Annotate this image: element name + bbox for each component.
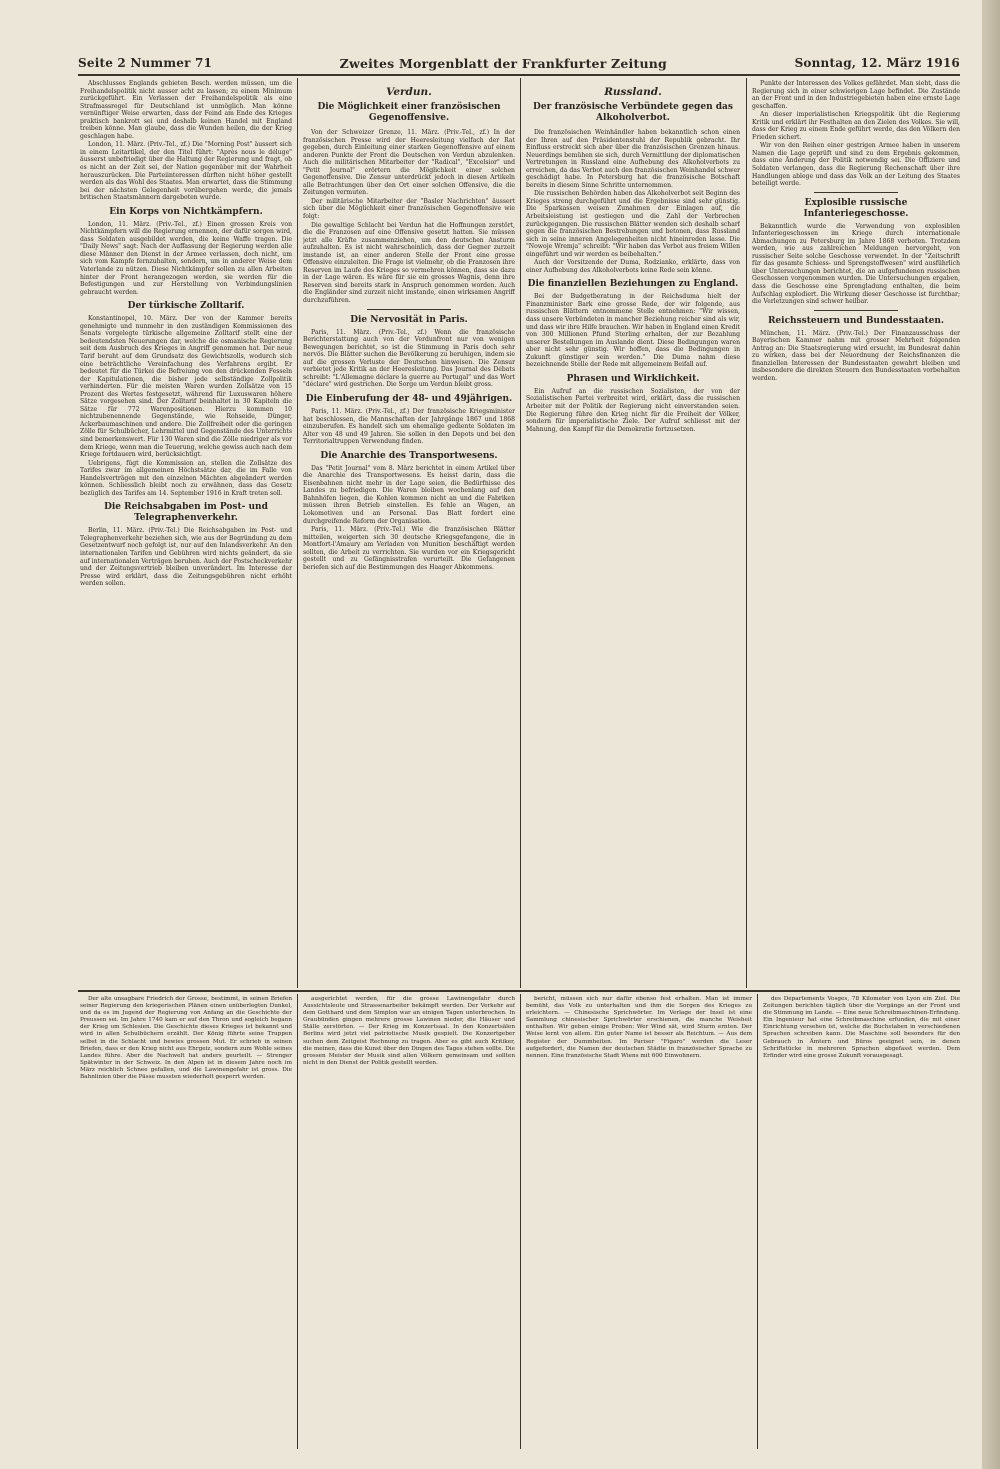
column-rule — [746, 78, 747, 988]
article-text: Ein Aufruf an die russischen Sozialisten, der von der Sozialistischen Partei verbreitet wird, erklärt, dass die russischen Arbeiter mit der Politik der Regierung nicht einverstanden seien. Die Regierung führe den Krieg nicht für die Freiheit der Völker, sondern für imperialistische Ziele. Der Aufruf schliesst mit der Mahnung, den Kampf für die Demokratie fortzusetzen. — [526, 387, 740, 433]
article-text: Die französischen Weinhändler haben bekanntlich schon einen der Ihren auf den Präsidentenstuhl der Republik gebracht. Ihr Einfluss erstreckt sich aber über die französischen Grenzen hinaus. Neuerdings bemühen sie sich, durch Vermittlung der diplomatischen Vertretungen in Russland eine Aufhebung des Alkoholverbots zu erreichen, da das Verbot auch den französischen Weinhandel schwer geschädigt habe. In Petersburg hat die französische Botschaft bereits in diesem Sinne Schritte unternommen. — [526, 129, 740, 189]
article-heading: Die finanziellen Beziehungen zu England. — [527, 279, 739, 290]
article-heading: Die Reichsabgaben im Post- und Telegraphenverkehr. — [104, 502, 268, 524]
divider — [814, 192, 897, 193]
feuilleton-column-1 — [80, 996, 292, 1446]
article-heading: Explosible russische Infanteriegeschosse. — [803, 197, 909, 219]
article-text: An dieser imperialistischen Kriegspolitik übt die Regierung Kritik und erklärt ihr Festhalten an den Zielen des Volkes. Sie will, dass der Krieg zu einem Ende geführt werde, das den Völkern den Frieden sichert. — [752, 111, 960, 141]
masthead-date: Sonntag, 12. März 1916 — [794, 56, 960, 70]
article-text: Wir von den Reihen einer gestrigen Armee haben in unserem Namen die Lage geprüft und sind zu dem Ergebnis gekommen, dass eine Änderung der Politik notwendig sei. Die Offiziere und Soldaten verlangen, dass die Regierung Rechenschaft über ihre Handlungen ablege und dass das Volk an der Leitung des Staates beteiligt werde. — [752, 142, 960, 188]
article-text: Bei der Budgetberatung in der Reichsduma hielt der Finanzminister Bark eine grosse Rede, der wir folgende, aus russischen Blättern entnommene Stelle entnehmen: "Wir wissen, dass unsere Verbündeten in mancher Beziehung reicher sind als wir, und dass wir ihre Hilfe brauchen. Wir haben in England einen Kredit von 300 Millionen Pfund Sterling erhalten, der zur Bezahlung unserer Bestellungen im Auslande dient. Diese Bedingungen waren aber nicht sehr günstig. Wir hoffen, dass die Bedingungen in Zukunft günstiger sein werden." Die Duma nahm diese bezeichnende Stelle der Rede mit allgemeinem Beifall auf. — [526, 293, 740, 369]
column-rule — [297, 78, 298, 988]
column-rule — [520, 78, 521, 988]
feuilleton-rule — [78, 990, 960, 992]
masthead-title: Zweites Morgenblatt der Frankfurter Zeitung — [339, 55, 667, 71]
column-rule — [757, 994, 758, 1449]
section-heading: Russland. — [604, 86, 662, 98]
column-rule — [297, 994, 298, 1449]
article-text: Die gewaltige Schlacht bei Verdun hat die Hoffnungen zerstört, die die Franzosen auf eine Offensive gesetzt hatten. Sie müssen jetzt alle Kräfte zusammenziehen, um den deutschen Ansturm aufzuhalten. Es ist nicht wahrscheinlich, dass der Gegner zurzeit imstande ist, an einer anderen Stelle der Front eine grosse Offensive einzuleiten. Die Frage ist vielmehr, ob die Franzosen ihre Reserven im Laufe des Krieges so vermehren können, dass sie dazu in der Lage wären. Es wäre für sie ein grosses Wagnis, denn ihre Reserven sind bereits stark in Anspruch genommen worden. Auch die Engländer sind zurzeit nicht imstande, einen wirksamen Angriff durchzuführen. — [303, 221, 515, 305]
divider — [814, 310, 897, 311]
article-text: München, 11. März. (Priv.-Tel.) Der Finanzausschuss der Bayerischen Kammer nahm mit grosser Mehrheit folgenden Antrag an: Die Staatsregierung wird ersucht, im Bundesrat dahin zu wirken, dass bei der Neuordnung der Reichsfinanzen die finanziellen Interessen der Bundesstaaten gewahrt bleiben und insbesondere die direkten Steuern den Bundesstaaten vorbehalten werden. — [752, 329, 960, 382]
column-4 — [752, 80, 960, 985]
article-heading: Ein Korps von Nichtkämpfern. — [109, 206, 263, 217]
article-text: Der militärische Mitarbeiter der "Basler Nachrichten" äussert sich über die Möglichkeit einer französischen Gegenoffensive wie folgt: — [303, 197, 515, 221]
article-text: Das "Petit Journal" vom 8. März berichtet in einem Artikel über die Anarchie des Transportwesens. Es heisst darin, dass die Eisenbahnen nicht mehr in der Lage seien, die Bedürfnisse des Landes zu befriedigen. Die Waren bleiben wochenlang auf den Bahnhöfen liegen, die Kohlen kommen nicht an und die Fabriken müssen ihren Betrieb einstellen. Es fehle an Wagen, an Lokomotiven und an Personal. Das Blatt fordert eine durchgreifende Reform der Organisation. — [303, 464, 515, 525]
article-text: Abschlusses Englands gebieten Besch. werden müssen, um die Freihandelspolitik nicht ausser acht zu lassen; zu einem Minimum zurückgeführt. Ein Verlassen der Freihandelspolitik als eine Strafmassregel für Deutschland ist unmöglich. Man könne vernünftiger Weise erwarten, dass der Feind am Ende des Krieges praktisch bankrott sei und deshalb keinen Handel mit England treiben könne. Man glaube, dass die Wunden heilen, die der Krieg geschlagen habe. — [80, 80, 292, 140]
article-heading: Die Nervosität in Paris. — [350, 314, 468, 325]
article-text: Paris, 11. März. (Priv.-Tel., zf.) Der französische Kriegsminister hat beschlossen, die Mannschaften der Jahrgänge 1867 und 1868 einzuberufen. Es handelt sich um ehemalige gediente Soldaten im Alter von 48 und 49 Jahren. Sie sollen in den Depots und bei den Territorialtruppen Verwendung finden. — [303, 407, 515, 446]
masthead-rule — [78, 74, 960, 76]
column-rule — [520, 994, 521, 1449]
column-2 — [303, 80, 515, 985]
feuilleton-text: Der alte unsagbare Friedrich der Grosse, bestimmt, in seinen Briefen seiner Regierung den kriegerischen Plänen einen unüberlegten Dunkel, und da es im Jugend der Regierung von Anfang an die Geschichte der Preussen sei. Im Jahre 1740 kam er auf den Thron und sogleich begann der Krieg um Schlesien. Die Geschichte dieses Krieges ist bekannt und wird in allen Schulbüchern erzählt. Der König führte seine Truppen selbst in die Schlacht und bewies grossen Mut. Er schrieb in seinen Briefen, dass er den Krieg nicht aus Ehrgeiz, sondern zum Wohle seines Landes führe. Aber die Nachwelt hat anders geurteilt. — Strenger Spätwinter in der Schweiz. In den Alpen ist in diesem Jahre noch im März reichlich Schnee gefallen, und die Lawinengefahr ist gross. Die Bahnlinien über die Pässe mussten wiederholt gesperrt werden. — [80, 996, 292, 1081]
article-text: London, 11. März. (Priv.-Tel., zf.) Einen grossen Kreis von Nichtkämpfern will die Regierung ernennen, der dafür sorgen wird, dass Soldaten ausgebildet werden, die keine Waffe tragen. Die "Daily News" sagt: Nach der Auffassung der Regierung werden alle diese Männer den Dienst in der Armee verlassen, doch nicht, um sich vom Kampfe fernzuhalten, sondern, um in anderer Weise dem Vaterlande zu nützen. Diese Nichtkämpfer sollen zu allen Arbeiten hinter der Front herangezogen werden, sie werden für die Befestigungen und zur Herstellung von Verbindungslinien gebraucht werden. — [80, 220, 292, 296]
article-heading: Der türkische Zolltarif. — [127, 301, 245, 312]
masthead — [78, 54, 960, 72]
feuilleton-text: ausgerichtet werden, für die grosse Lawinengefahr durch Aussichtsleute und Strassenarbeiter bekämpft werden. Der Verkehr auf dem Gotthard und dem Simplon war an einigen Tagen unterbrochen. In Graubünden gingen mehrere grosse Lawinen nieder, die Häuser und Ställe zerstörten. — Der Krieg im Konzertsaal. In den Konzertsälen Berlins wird jetzt viel patriotische Musik gespielt. Die Konzertgeber suchen dem Zeitgeist Rechnung zu tragen. Aber es gibt auch Kritiker, die meinen, dass die Kunst über den Dingen des Tages stehen sollte. Die grossen Meister der Musik sind allen Völkern gemeinsam und sollten nicht in den Dienst der Politik gestellt werden. — [303, 996, 515, 1066]
article-text: Die russischen Behörden haben das Alkoholverbot seit Beginn des Krieges streng durchgeführt und die Ergebnisse sind sehr günstig. Die Sparkassen weisen Zunahmen der Einlagen auf, die Arbeitsleistung ist gestiegen und die Zahl der Verbrechen zurückgegangen. Die russischen Blätter wenden sich deshalb scharf gegen die französischen Bestrebungen und betonen, dass Russland sich in seine inneren Angelegenheiten nicht hineinreden lasse. Die "Nowoje Wremja" schreibt: "Wir haben das Verbot aus freiem Willen eingeführt und wir werden es beibehalten." — [526, 190, 740, 258]
article-text: Von der Schweizer Grenze, 11. März. (Priv.-Tel., zf.) In der französischen Presse wird der Heeresleitung vielfach der Rat gegeben, durch Einleitung einer starken Gegenoffensive auf einem anderen Punkte der Front die Deutschen von Verdun abzulenken. Auch die militärischen Mitarbeiter der "Radical", "Excelsior" und "Petit Journal" erörtern die Möglichkeit einer solchen Gegenoffensive. Die Zensur unterdrückt jedoch in diesen Artikeln alle Betrachtungen über den Ort einer solchen Offensive, die die Zeitungen vermuten. — [303, 129, 515, 197]
column-3 — [526, 80, 740, 985]
feuilleton-text: des Départements Vosges, 78 Kilometer von Lyon ein Ziel. Die Zeitungen berichten täglich über die Vorgänge an der Front und die Stimmung im Lande. — Eine neue Schreibmaschinen-Erfindung. Ein Ingenieur hat eine Schreibmaschine erfunden, die mit einer Einrichtung versehen ist, welche die Buchstaben in verschiedenen Sprachen schreiben kann. Die Maschine soll besonders für den Gebrauch in Ämtern und Büros geeignet sein, in denen Schriftstücke in mehreren Sprachen abgefasst werden. Dem Erfinder wird eine grosse Zukunft vorausgesagt. — [763, 996, 960, 1059]
article-heading: Die Einberufung der 48- und 49jährigen. — [305, 393, 513, 404]
section-heading: Verdun. — [386, 86, 432, 98]
article-subheading: Der französische Verbündete gegen das Alkoholverbot. — [533, 102, 733, 123]
feuilleton-text: bericht, müssen sich nur dafür ebenso fest erhalten. Man ist immer bemüht, das Volk zu unterhalten und ihm die Sorgen des Krieges zu erleichtern. — Chinesische Sprichwörter. Im Verlage der Insel ist eine Sammlung chinesischer Sprichwörter erschienen, die manche Weisheit enthalten. Wir geben einige Proben: Wer Wind sät, wird Sturm ernten. Der Weise lernt von allem. Ein guter Name ist besser als Reichtum. — Aus dem Register der Dummheiten. Im Pariser "Figaro" werden die Leser aufgefordert, die Namen der deutschen Städte in französischer Sprache zu nennen. Eine französische Stadt Wiens mit 600 Einwohnern. — [526, 996, 752, 1059]
article-text: London, 11. März. (Priv.-Tel., zf.) Die "Morning Post" äussert sich in einem Leitartikel, der den Titel führt: "Après nous le déluge" äusserst unbefriedigt über die Haltung der Regierung und fragt, ob es nicht an der Zeit sei, der Nation gegenüber mit der Wahrheit herauszurücken. Die Parteiinteressen dürften nicht höher gestellt werden als das Wohl des Staates. Man erwartet, dass die Stimmung bei der nächsten Gelegenheit vorübergehen werde, die jemals britischen Staatsmännern dargeboten wurde. — [80, 141, 292, 202]
article-heading: Phrasen und Wirklichkeit. — [566, 373, 700, 384]
article-text: Paris, 11. März. (Priv.-Tel., zf.) Wenn die französische Berichterstattung auch von der Verdunfront nur von wenigen Bewegungen berichtet, so ist die Stimmung in Paris doch sehr nervös. Die Blätter suchen die Bevölkerung zu beruhigen, indem sie auf die grossen Verluste der Deutschen hinweisen. Die Zensur verbietet jede Kritik an der Heeresleitung. Das Journal des Débats schreibt: "L'Allemagne déclare la guerre au Portugal" und das Wort "déclare" wird gestrichen. Die Sorge um Verdun bleibt gross. — [303, 328, 515, 389]
article-text: Punkte der Interessen des Volkes gefährdet. Man sieht, dass die Regierung sich in einer schwierigen Lage befindet. Die Zustände an der Front und in den Industriegebieten haben eine ernste Lage geschaffen. — [752, 80, 960, 110]
column-1 — [80, 80, 292, 985]
feuilleton-column-4 — [763, 996, 960, 1446]
feuilleton-column-3 — [526, 996, 752, 1446]
article-text: Paris, 11. März. (Priv.-Tel.) Wie die französischen Blätter mitteilen, weigerten sich 30 deutsche Kriegsgefangene, die in Montfort-l'Amaury am Verladen von Munition beschäftigt werden sollten, die Arbeit zu verrichten. Sie wurden vor ein Kriegsgericht gestellt und zu Gefängnisstrafen verurteilt. Die Gefangenen beriefen sich auf die Bestimmungen des Haager Abkommens. — [303, 526, 515, 571]
article-heading: Die Anarchie des Transportwesens. — [320, 450, 498, 461]
article-text: Berlin, 11. März. (Priv.-Tel.) Die Reichsabgaben im Post- und Telegraphenverkehr beziehen sich, wie aus der Begründung zu dem Gesetzentwurf noch gefolgt ist, nur auf den Inlandsverkehr. An den internationalen Tarifen und Gebühren wird nichts geändert, da sie auf internationalen Verträgen beruhen. Auch der Postscheckverkehr und der Zeitungsvertrieb bleiben unverändert. Im Interesse der Presse wird erklärt, dass die Zeitungsgebühren nicht erhöht werden sollen. — [80, 527, 292, 588]
article-text: Bekanntlich wurde die Verwendung von explosiblen Infanteriegeschossen im Kriege durch internationale Abmachungen zu Petersburg im Jahre 1868 verboten. Trotzdem werden, wie aus zahlreichen Meldungen hervorgeht, von russischer Seite solche Geschosse verwendet. In der "Zeitschrift für das gesamte Schiess- und Sprengstoffwesen" wird ausführlich über Untersuchungen berichtet, die an aufgefundenen russischen Geschossen vorgenommen wurden. Die Untersuchungen ergaben, dass die Geschosse eine Sprengladung enthalten, die beim Aufschlag explodiert. Die Wirkung dieser Geschosse ist furchtbar; die Verletzungen sind schwer heilbar. — [752, 222, 960, 306]
page-binding-edge — [982, 0, 1000, 1469]
article-subheading: Die Möglichkeit einer französischen Gegenoffensive. — [317, 102, 501, 123]
article-text: Uebrigens, fügt die Kommission an, stellen die Zollsätze des Tarifes zwar im allgemeinen Höchstsätze dar, die im Falle von Handelsverträgen mit den einzelnen Mächten abgeändert werden können. Schliesslich bleibt noch zu erwähnen, dass das Gesetz bezüglich des Tarifes am 14. September 1916 in Kraft treten soll. — [80, 459, 292, 497]
article-heading: Reichssteuern und Bundesstaaten. — [767, 315, 945, 326]
feuilleton-column-2 — [303, 996, 515, 1446]
article-text: Konstantinopel, 10. März. Der von der Kammer bereits genehmigte und nunmehr in den zuständigen Kommissionen des Senats vorgelegte türkische allgemeine Zolltarif stellt eine der bedeutendsten Neuerungen dar, welche die osmanische Regierung seit dem Ausbruch des Krieges in Angriff genommen hat. Der neue Tarif beruht auf dem Grundsatz des Gewichtszolls, wodurch sich eine beträchtliche Vereinfachung des Verfahrens ergibt. Er bedeutet für die Türkei die Befreiung von den drückenden Fesseln der Kapitulationen, die bisher jede selbständige Zollpolitik verhinderten. Für die meisten Waren wurden Zollsätze von 15 Prozent des Wertes festgesetzt, während für Luxuswaren höhere Sätze vorgesehen sind. Der Zolltarif beinhaltet in 30 Kapiteln die Sätze für 772 Warenpositionen. Hierzu kommen 10 nichtzubenennende Gegenstände, wie Rohseide, Dünger, Ackerbaumaschinen und andere. Die Zollfreiheit oder die geringen Zölle für Schulbücher, Lehrmittel und Gegenstände des Unterrichts sind bemerkenswert. Für 130 Waren sind die Zölle niedriger als vor dem Kriege, wenn man die Teuerung, welche gewiss auch nach dem Kriege fortdauern wird, berücksichtigt. — [80, 315, 292, 459]
article-text: Auch der Vorsitzende der Duma, Rodzianko, erklärte, dass von einer Aufhebung des Alkoholverbots keine Rede sein könne. — [526, 259, 740, 274]
divider — [367, 309, 452, 310]
masthead-page-number: Seite 2 Nummer 71 — [78, 56, 213, 70]
